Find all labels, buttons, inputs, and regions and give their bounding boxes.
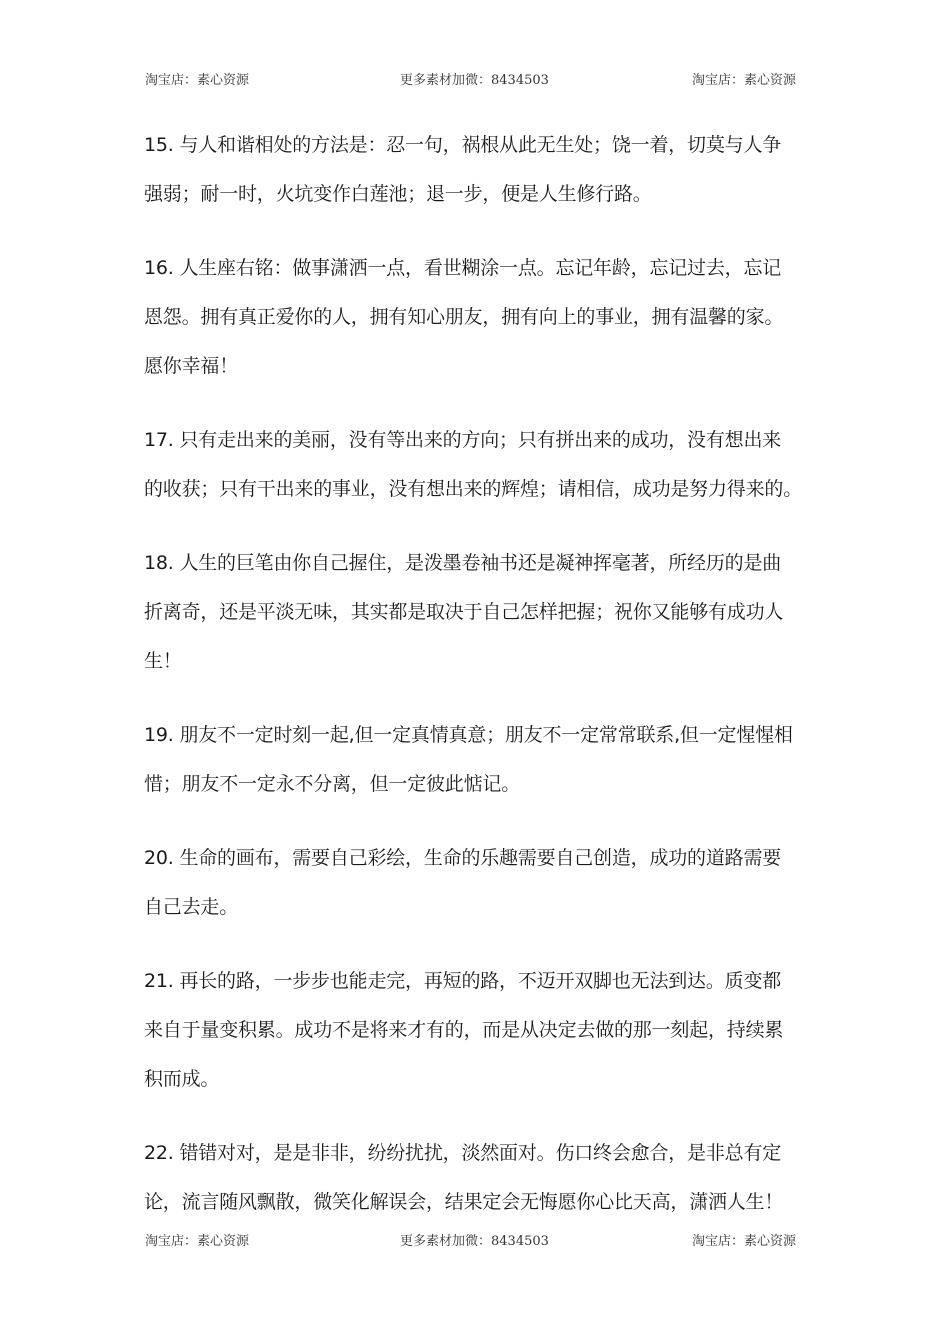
- text-line: 20. 生命的画布，需要自己彩绘，生命的乐趣需要自己创造，成功的道路需要: [144, 847, 782, 869]
- quote-paragraph-19: [144, 711, 808, 809]
- quote-paragraph-17: [144, 416, 808, 514]
- header-shop-label: 淘宝店：素心资源: [145, 73, 250, 88]
- footer-shop-label: 淘宝店：素心资源: [145, 1234, 250, 1249]
- text-line: 愿你幸福！: [144, 355, 239, 377]
- quote-paragraph-16: [144, 244, 808, 391]
- text-line: 积而成。: [144, 1068, 220, 1090]
- text-line: 自己去走。: [144, 896, 239, 918]
- text-line: 生！: [144, 650, 182, 672]
- header-shop-label-right: 淘宝店：素心资源: [692, 73, 797, 88]
- header-contact-label: 更多素材加微：8434503: [400, 73, 549, 88]
- quote-paragraph-18: [144, 539, 808, 686]
- text-line: 惜；朋友不一定永不分离，但一定彼此惦记。: [144, 773, 521, 795]
- text-line: 的收获；只有干出来的事业，没有想出来的辉煌；请相信，成功是努力得来的。: [144, 478, 803, 500]
- text-line: 来自于量变积累。成功不是将来才有的，而是从决定去做的那一刻起，持续累: [144, 1019, 784, 1041]
- text-line: 折离奇，还是平淡无味，其实都是取决于自己怎样把握；祝你又能够有成功人: [144, 601, 784, 623]
- footer-shop-label-right: 淘宝店：素心资源: [692, 1234, 797, 1249]
- quote-paragraph-15: [144, 121, 808, 219]
- quote-paragraph-21: [144, 957, 808, 1104]
- text-line: 18. 人生的巨笔由你自己握住，是泼墨卷袖书还是凝神挥毫著，所经历的是曲: [144, 552, 782, 574]
- footer-contact-label: 更多素材加微：8434503: [400, 1234, 549, 1249]
- text-line: 17. 只有走出来的美丽，没有等出来的方向；只有拼出来的成功，没有想出来: [144, 429, 782, 451]
- text-line: 强弱；耐一时，火坑变作白莲池；退一步，便是人生修行路。: [144, 183, 652, 205]
- page-footer: [0, 1230, 950, 1250]
- text-line: 论，流言随风飘散，微笑化解误会，结果定会无悔愿你心比天高，潇洒人生！: [144, 1191, 784, 1213]
- text-line: 15. 与人和谐相处的方法是：忍一句，祸根从此无生处；饶一着，切莫与人争: [144, 134, 782, 156]
- page-header: [0, 69, 950, 89]
- quote-paragraph-22: [144, 1129, 808, 1227]
- document-body: [144, 121, 808, 1252]
- text-line: 16. 人生座右铭：做事潇洒一点，看世糊涂一点。忘记年龄，忘记过去，忘记: [144, 257, 782, 279]
- text-line: 恩怨。拥有真正爱你的人，拥有知心朋友，拥有向上的事业，拥有温馨的家。: [144, 306, 784, 328]
- text-line: 21. 再长的路，一步步也能走完，再短的路，不迈开双脚也无法到达。质变都: [144, 970, 782, 992]
- text-line: 22. 错错对对，是是非非，纷纷扰扰，淡然面对。伤口终会愈合，是非总有定: [144, 1142, 782, 1164]
- quote-paragraph-20: [144, 834, 808, 932]
- text-line: 19. 朋友不一定时刻一起,但一定真情真意；朋友不一定常常联系,但一定惺惺相: [144, 724, 793, 746]
